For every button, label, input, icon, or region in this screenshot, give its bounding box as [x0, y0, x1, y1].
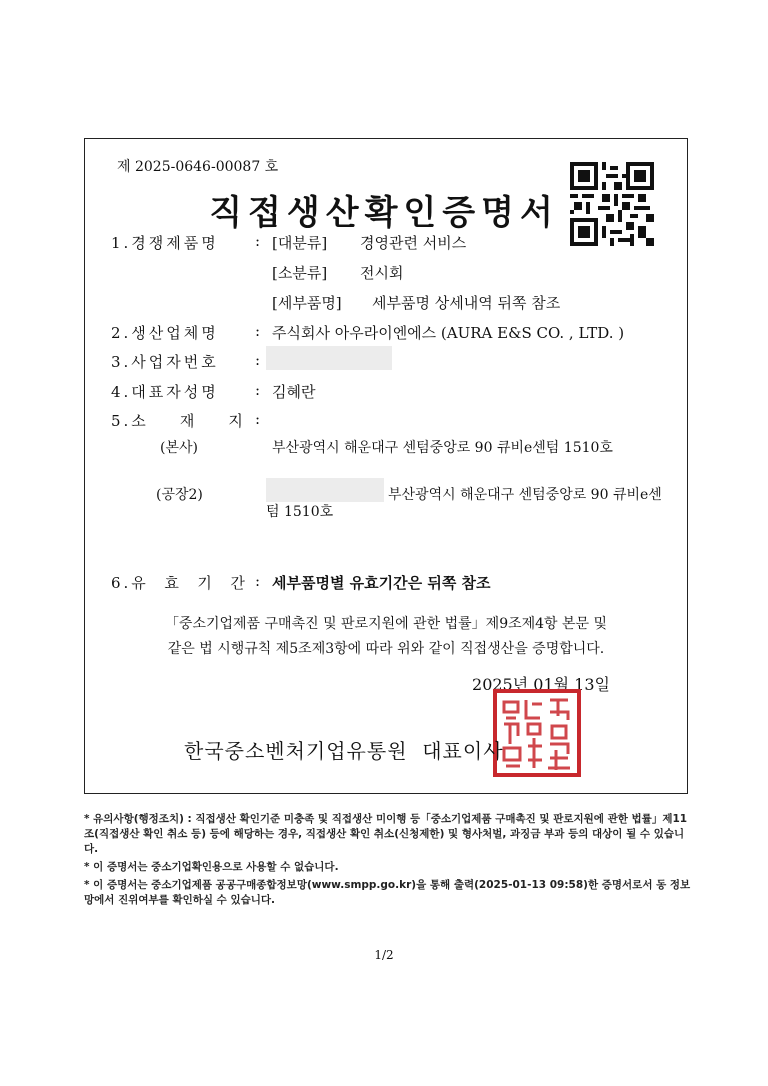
category-major-tag: [대분류]: [272, 234, 328, 252]
category-major-value: 경영관련 서비스: [360, 234, 467, 252]
note-administrative: * 유의사항(행정조치) : 직접생산 확인기준 미충족 및 직접생산 미이행 등「중소기업제품 구매촉진 및 판로지원에 관한 법률」제11조(직접생산 확인 취소 등) 등에 해당하는 경우, 직접생산 확인 취소(신청제한) 및 형사처벌, 과징금 부과 등의 대상이 될 수 있습니다.: [84, 813, 688, 855]
notes-section: [84, 812, 694, 911]
hq-label: (본사): [160, 440, 198, 456]
ceo-colon: :: [255, 381, 261, 399]
official-seal-icon: [492, 688, 582, 778]
note-usage: * 이 증명서는 중소기업확인용으로 사용할 수 없습니다.: [84, 861, 339, 873]
certificate-title: 직접생산확인증명서: [209, 193, 559, 233]
validity-value: 세부품명별 유효기간은 뒤쪽 참조: [272, 574, 491, 592]
factory-label: (공장2): [156, 487, 203, 503]
factory-address-line2: 텀 1510호: [266, 504, 334, 520]
bizno-label: 3.사업자번호: [111, 353, 219, 371]
factory-address-line1: 부산광역시 해운대구 센텀중앙로 90 큐비e센: [388, 487, 662, 503]
product-colon: :: [255, 232, 261, 250]
location-colon: :: [255, 410, 261, 428]
location-label: 5.소 재 지: [111, 412, 246, 430]
company-label: 2.생산업체명: [111, 324, 219, 342]
issue-date: 2025년 01월 13일: [472, 675, 610, 694]
certificate-number: 제 2025-0646-00087 호: [117, 159, 279, 175]
validity-colon: :: [255, 572, 261, 590]
bizno-colon: :: [255, 351, 261, 369]
bizno-redaction: [266, 346, 392, 370]
qr-code-icon: [570, 162, 654, 246]
category-detail-tag: [세부품명]: [272, 294, 342, 312]
issuer-name: 한국중소벤처기업유통원 대표이사: [184, 739, 504, 763]
validity-label: 6.유 효 기 간: [111, 574, 248, 592]
category-detail-value: 세부품명 상세내역 뒤쪽 참조: [372, 294, 561, 312]
page-number: 1/2: [374, 948, 394, 962]
ceo-value: 김혜란: [272, 383, 316, 401]
category-minor-tag: [소분류]: [272, 264, 328, 282]
note-verification: * 이 증명서는 중소기업제품 공공구매종합정보망(www.smpp.go.kr)을 통해 출력(2025-01-13 09:58)한 증명서로서 동 정보망에서 진위여부를 확인하실 수 있습니다.: [84, 879, 691, 906]
company-value: 주식회사 아우라이엔에스 (AURA E&S CO. , LTD. ): [272, 324, 625, 342]
statement-line-1: 「중소기업제품 구매촉진 및 판로지원에 관한 법률」제9조제4항 본문 및: [164, 616, 608, 632]
statement-line-2: 같은 법 시행규칙 제5조제3항에 따라 위와 같이 직접생산을 증명합니다.: [167, 641, 605, 657]
factory-redaction: [266, 478, 384, 502]
ceo-label: 4.대표자성명: [111, 383, 219, 401]
hq-address: 부산광역시 해운대구 센텀중앙로 90 큐비e센텀 1510호: [272, 440, 613, 456]
company-colon: :: [255, 322, 261, 340]
product-label: 1.경쟁제품명: [111, 234, 219, 252]
category-minor-value: 전시회: [360, 264, 404, 282]
